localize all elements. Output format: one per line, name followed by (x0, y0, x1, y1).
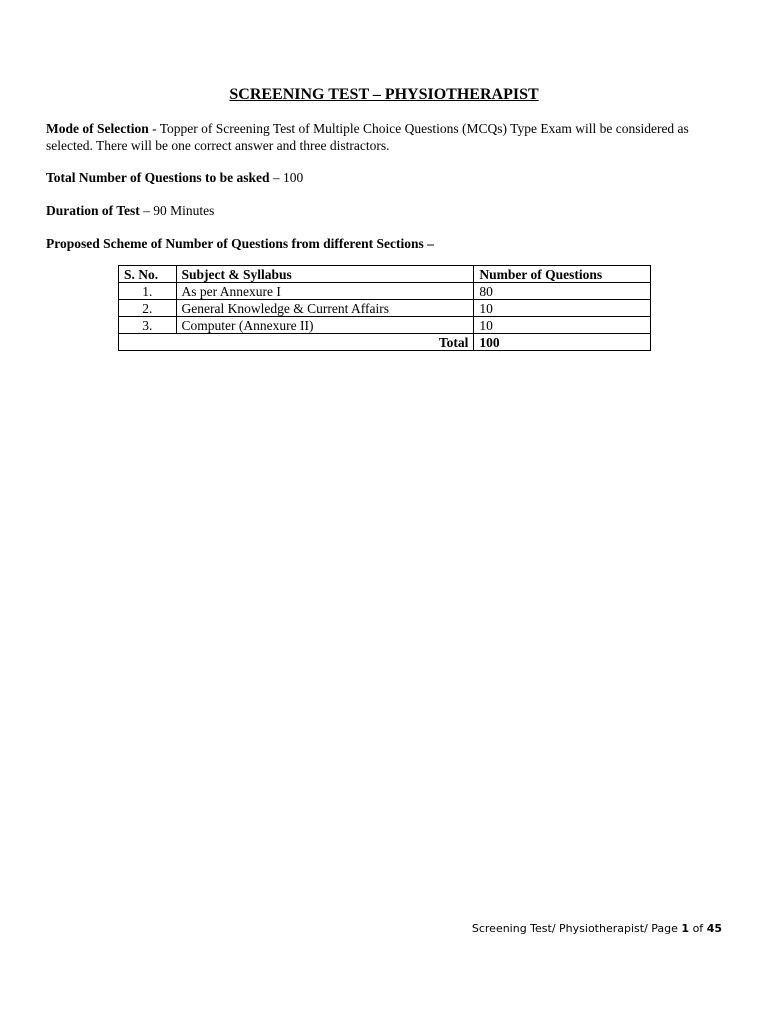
total-questions-text: – 100 (269, 170, 304, 185)
cell-number: 10 (474, 317, 651, 334)
cell-number: 80 (474, 283, 651, 300)
cell-subject: Computer (Annexure II) (176, 317, 474, 334)
table-row (119, 283, 651, 300)
footer-prefix: Screening Test/ Physiotherapist/ Page (471, 922, 682, 935)
cell-subject: General Knowledge & Current Affairs (176, 300, 474, 317)
header-number: Number of Questions (474, 266, 651, 283)
footer-page-number: 1 (681, 922, 690, 935)
cell-sno: 2. (119, 300, 177, 317)
total-value: 100 (474, 334, 651, 351)
table-row (119, 317, 651, 334)
duration-label: Duration of Test (46, 203, 140, 218)
cell-subject: As per Annexure I (176, 283, 474, 300)
mode-text: - Topper of Screening Test of Multiple Choice Questions (MCQs) Type Exam will be considered as selected. There will be one correct answer and three distractors. (46, 121, 689, 153)
footer-of: of (689, 922, 707, 935)
question-scheme-table (118, 265, 651, 351)
mode-label: Mode of Selection (46, 121, 149, 136)
header-sno: S. No. (119, 266, 177, 283)
total-questions-label: Total Number of Questions to be asked (46, 170, 270, 185)
table-header-row (119, 266, 651, 283)
cell-number: 10 (474, 300, 651, 317)
page-title: SCREENING TEST – PHYSIOTHERAPIST (229, 86, 539, 103)
test-duration (46, 202, 726, 219)
cell-sno: 1. (119, 283, 177, 300)
total-questions (46, 169, 726, 186)
footer-page-total: 45 (706, 922, 722, 935)
scheme-heading: Proposed Scheme of Number of Questions from different Sections – (46, 236, 434, 251)
duration-text: – 90 Minutes (139, 203, 215, 218)
mode-of-selection (46, 120, 726, 154)
table-row (119, 300, 651, 317)
cell-sno: 3. (119, 317, 177, 334)
total-label: Total (119, 334, 474, 351)
header-subject: Subject & Syllabus (176, 266, 474, 283)
table-total-row (119, 334, 651, 351)
page-footer (472, 922, 722, 935)
